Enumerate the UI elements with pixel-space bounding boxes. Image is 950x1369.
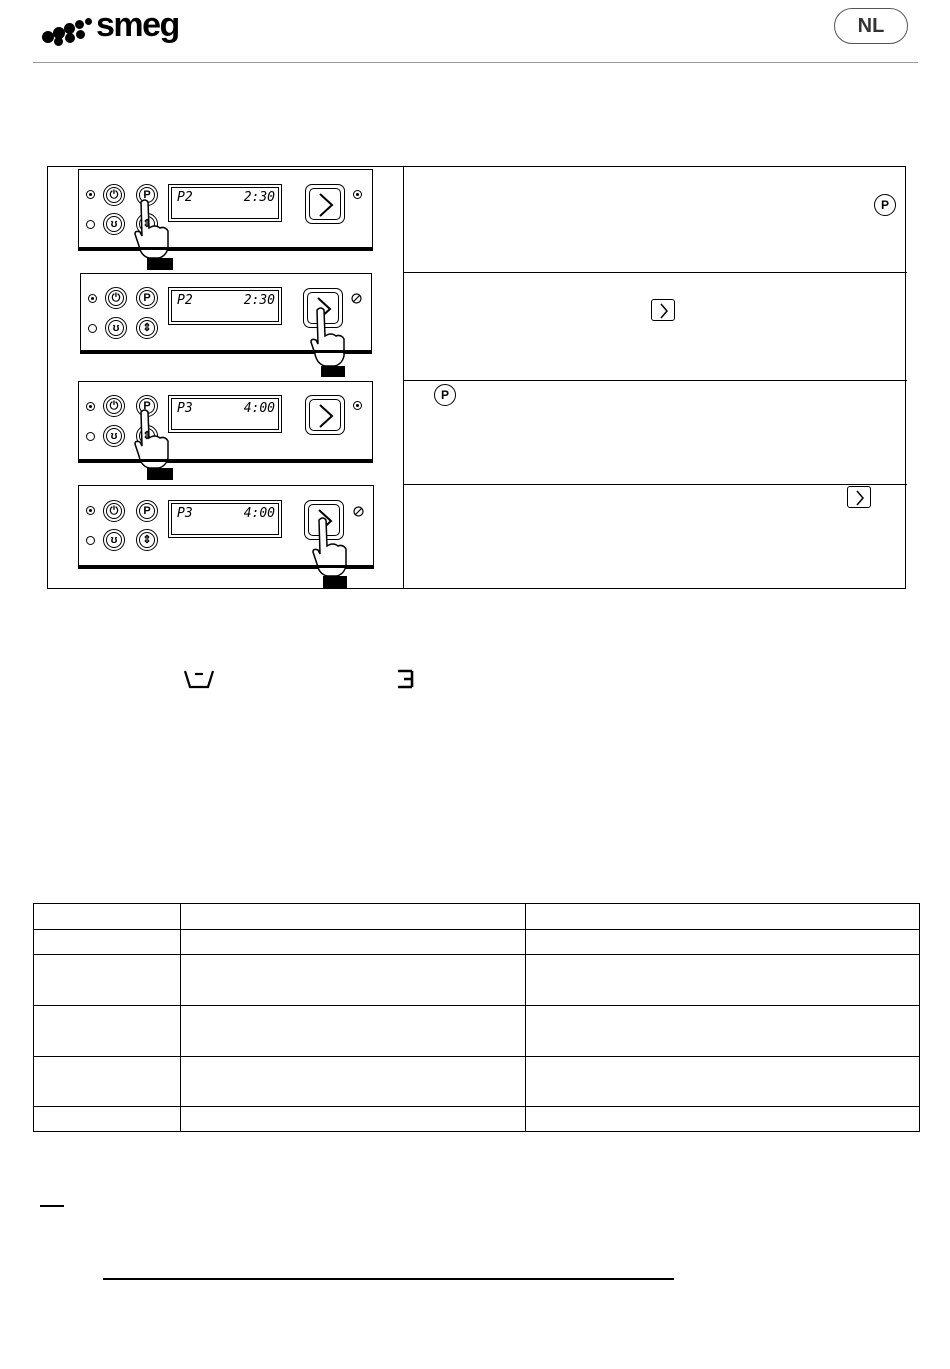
table-row [34,1107,920,1132]
lcd-display [168,395,282,433]
table-cell [181,1057,526,1107]
indicator-led [86,432,95,441]
table-cell [526,1006,920,1057]
display-program: P3 [177,506,193,521]
indicator-led [86,220,95,229]
power-icon[interactable]: ⏻ [105,287,127,309]
table-cell [526,1107,920,1132]
instruction-steps-table [47,166,906,589]
display-program: P2 [177,293,193,308]
power-icon[interactable]: ⏻ [103,184,125,206]
smeg-logo [40,6,179,46]
specifications-table [33,903,920,1132]
next-icon [847,486,871,508]
program-icon: P [874,194,896,216]
lcd-display [168,287,282,325]
half-load-icon[interactable]: ʊ [105,317,127,339]
note-underline [40,1205,64,1207]
control-panel-step-1 [78,169,373,251]
table-cell [34,930,181,955]
half-load-icon[interactable]: ʊ [103,425,125,447]
program-icon[interactable]: P [136,287,158,309]
hand-pointer-icon [303,304,353,379]
select-icon[interactable]: ⇕ [136,529,158,551]
next-icon [651,299,675,321]
indicator-led [86,506,95,515]
hand-pointer-icon [305,514,355,589]
table-row [34,955,920,1006]
power-icon[interactable]: ⏻ [103,500,125,522]
table-cell [526,904,920,930]
lcd-display [168,184,282,222]
control-panel-step-2 [80,273,372,354]
display-program: P3 [177,401,193,416]
header-divider [33,62,918,63]
indicator-led [353,190,362,199]
row-divider [403,484,907,485]
indicator-led [88,324,97,333]
program-icon: P [434,384,456,406]
table-cell [181,930,526,955]
table-cell [181,1006,526,1057]
table-cell [526,930,920,955]
control-panel-step-4 [78,485,374,569]
table-row [34,1057,920,1107]
display-time: 2:30 [243,293,275,308]
section-underline [103,1278,674,1280]
indicator-led [88,294,97,303]
display-time: 4:00 [243,506,275,521]
table-cell [181,904,526,930]
indicator-led [86,190,95,199]
start-button[interactable] [305,184,345,224]
language-badge: NL [834,8,908,44]
indicator-led [86,402,95,411]
start-button[interactable] [305,395,345,435]
e-symbol-icon [394,668,418,690]
table-row [34,1006,920,1057]
select-icon[interactable]: ⇕ [136,425,158,447]
half-load-icon[interactable]: ʊ [103,529,125,551]
table-cell [34,955,181,1006]
table-cell [34,1107,181,1132]
lcd-display [168,500,282,538]
table-row [34,904,920,930]
column-divider [403,167,404,588]
table-cell [181,1107,526,1132]
table-cell [34,1057,181,1107]
logo-dots-icon [40,11,92,45]
select-icon[interactable]: ⇕ [136,317,158,339]
no-symbol-icon [351,293,362,304]
program-icon[interactable]: P [136,500,158,522]
table-cell [181,955,526,1006]
brand-wordmark: smeg [96,6,179,44]
half-load-icon[interactable]: ʊ [103,213,125,235]
table-cell [526,1057,920,1107]
program-icon[interactable]: P [136,184,158,206]
indicator-led [86,536,95,545]
display-time: 4:00 [243,401,275,416]
row-divider [403,272,907,273]
table-row [34,930,920,955]
power-icon[interactable]: ⏻ [103,395,125,417]
select-icon[interactable]: ⇕ [136,213,158,235]
display-time: 2:30 [243,190,275,205]
hand-pointer-icon [127,406,177,481]
hand-pointer-icon [127,196,177,271]
table-cell [34,904,181,930]
table-cell [34,1006,181,1057]
program-icon[interactable]: P [136,395,158,417]
table-cell [526,955,920,1006]
indicator-led [353,401,362,410]
control-panel-step-3 [78,381,373,463]
row-divider [403,380,907,381]
basin-symbol-icon [181,668,217,690]
display-program: P2 [177,190,193,205]
